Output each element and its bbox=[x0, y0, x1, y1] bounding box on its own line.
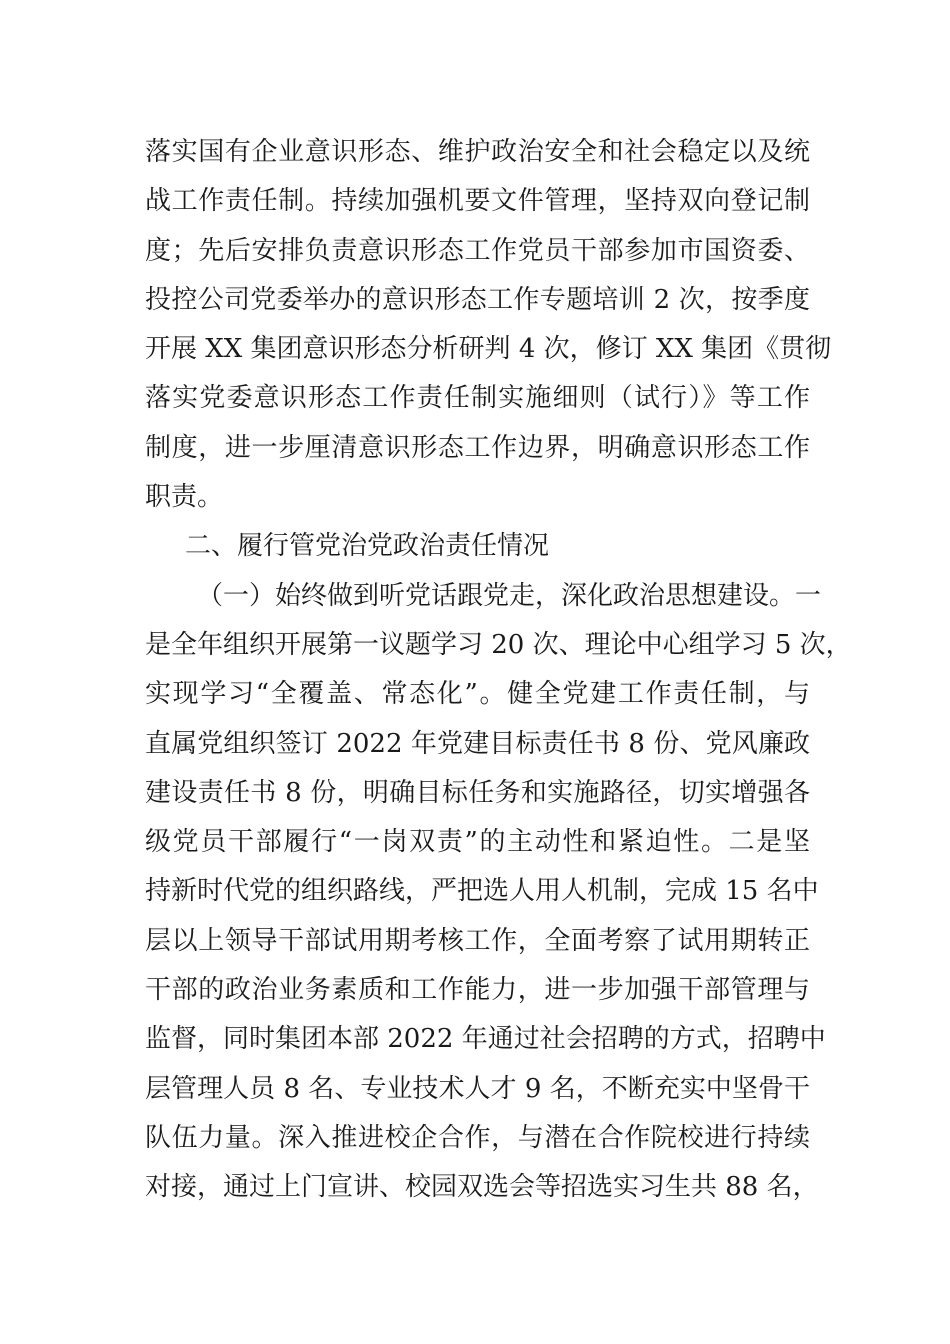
text-line: 干部的政治业务素质和工作能力，进一步加强干部管理与 bbox=[145, 975, 810, 1006]
text-line: 队伍力量。深入推进校企合作，与潜在合作院校进行持续 bbox=[145, 1122, 810, 1153]
text-line: 开展 XX 集团意识形态分析研判 4 次，修订 XX 集团《贯彻 bbox=[145, 334, 832, 365]
text-line: 实现学习“全覆盖、常态化”。健全党建工作责任制，与 bbox=[145, 679, 810, 710]
text-line: 落实国有企业意识形态、维护政治安全和社会稳定以及统 bbox=[145, 137, 810, 167]
text-line: 监督，同时集团本部 2022 年通过社会招聘的方式，招聘中 bbox=[145, 1024, 826, 1055]
text-line: 建设责任书 8 份，明确目标任务和实施路径，切实增强各 bbox=[145, 777, 810, 808]
text-line: 度；先后安排负责意识形态工作党员干部参加市国资委、 bbox=[145, 235, 810, 266]
text-line: 级党员干部履行“一岗双责”的主动性和紧迫性。二是坚 bbox=[145, 827, 810, 858]
text-line: 是全年组织开展第一议题学习 20 次、理论中心组学习 5 次， bbox=[145, 629, 852, 660]
text-line: 层管理人员 8 名、专业技术人才 9 名，不断充实中坚骨干 bbox=[145, 1073, 810, 1104]
text-line: 层以上领导干部试用期考核工作，全面考察了试用期转正 bbox=[145, 925, 810, 956]
section-heading: 二、履行管党治党政治责任情况 bbox=[185, 531, 550, 562]
text-line: 战工作责任制。持续加强机要文件管理，坚持双向登记制 bbox=[145, 186, 810, 217]
document-body bbox=[145, 128, 852, 1213]
text-line: 制度，进一步厘清意识形态工作边界，明确意识形态工作 bbox=[145, 432, 810, 463]
subsection-heading-line: （一）始终做到听党话跟党走，深化政治思想建设。一 bbox=[197, 580, 822, 611]
text-line: 投控公司党委举办的意识形态工作专题培训 2 次，按季度 bbox=[145, 284, 810, 315]
text-line: 落实党委意识形态工作责任制实施细则（试行）》等工作 bbox=[145, 383, 810, 414]
text-line: 对接，通过上门宣讲、校园双选会等招选实习生共 88 名， bbox=[145, 1172, 819, 1203]
text-line: 持新时代党的组织路线，严把选人用人机制，完成 15 名中 bbox=[145, 876, 819, 907]
text-line: 直属党组织签订 2022 年党建目标责任书 8 份、党风廉政 bbox=[145, 728, 810, 759]
text-line: 职责。 bbox=[145, 482, 224, 513]
